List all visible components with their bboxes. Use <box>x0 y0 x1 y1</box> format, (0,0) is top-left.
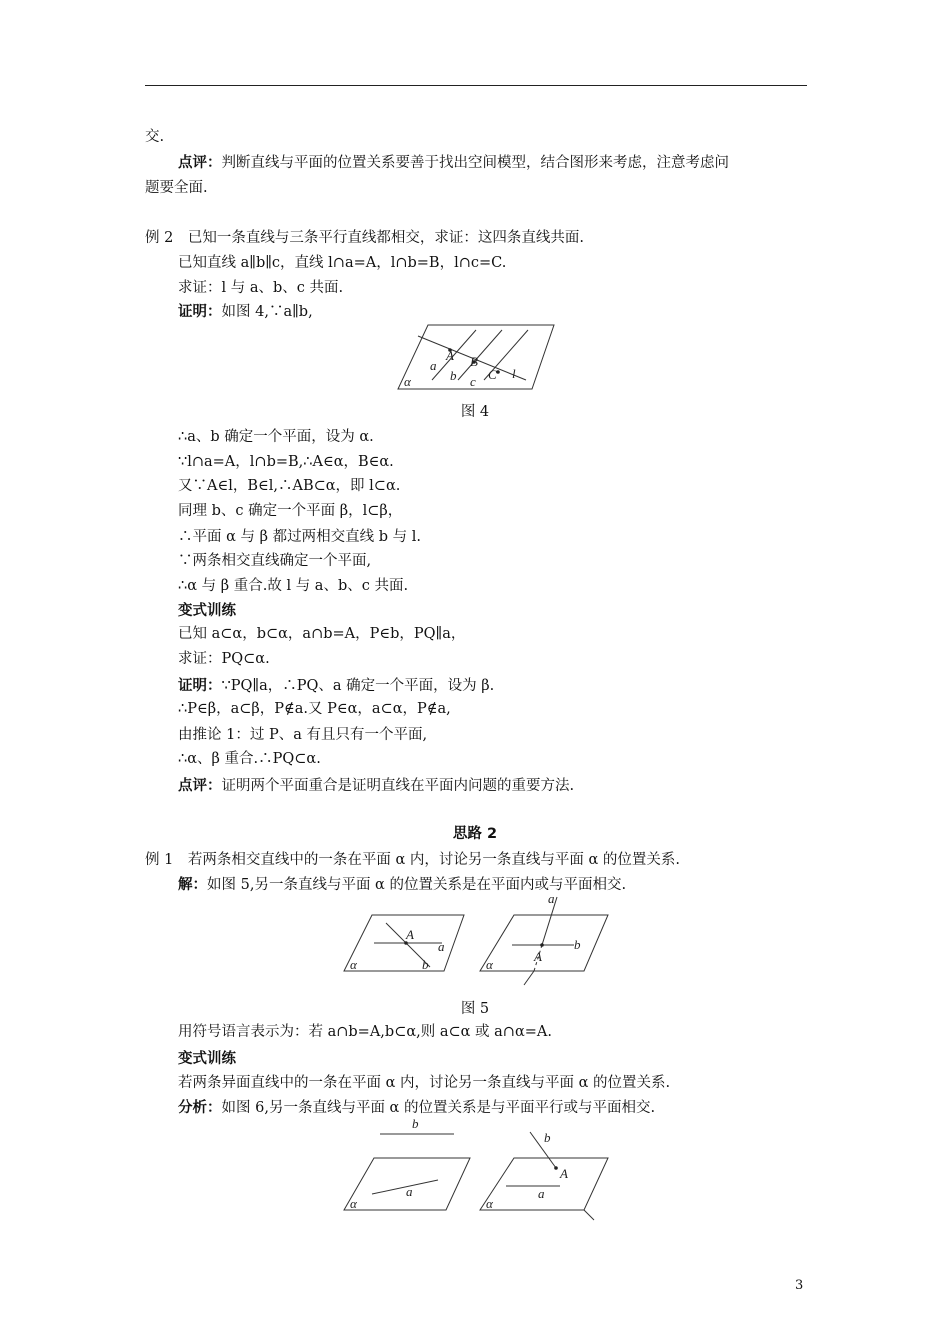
text-line: 若两条异面直线中的一条在平面 α 内，讨论另一条直线与平面 α 的位置关系. <box>178 1075 671 1091</box>
solution-text: 如图 5,另一条直线与平面 α 的位置关系是在平面内或与平面相交. <box>207 877 627 893</box>
header-rule <box>145 85 807 86</box>
proof-text: ∵PQ∥a，∴PQ、a 确定一个平面，设为 β. <box>221 678 495 694</box>
fig4-label-alpha: α <box>404 374 411 389</box>
fig4-label-B: B <box>470 354 478 369</box>
text-line <box>178 676 494 696</box>
fig5-label-b: b <box>422 957 429 972</box>
fig6-label-a: a <box>406 1184 413 1199</box>
example-heading: 例 2 已知一条直线与三条平行直线都相交，求证：这四条直线共面. <box>145 230 584 246</box>
text-line: ∴P∈β，a⊂β，P∉a.又 P∈α，a⊂α，P∉a, <box>178 701 451 717</box>
text-line: ∵两条相交直线确定一个平面, <box>178 553 372 569</box>
fig6-label-b: b <box>412 1116 419 1131</box>
comment-label: 点评： <box>178 778 222 794</box>
fig4-label-a: a <box>430 358 437 373</box>
text-line <box>178 1098 655 1118</box>
figure-5 <box>342 891 612 987</box>
fig5-label-a: a <box>438 939 445 954</box>
page-number: 3 <box>795 1278 804 1293</box>
comment-text: 证明两个平面重合是证明直线在平面内问题的重要方法. <box>221 778 575 794</box>
fig6-label-a-right: a <box>538 1186 545 1201</box>
text-line: 由推论 1：过 P、a 有且只有一个平面, <box>178 727 428 743</box>
comment-label: 点评： <box>178 155 222 171</box>
fig4-label-b: b <box>450 368 457 383</box>
text-line: ∴α、β 重合.∴PQ⊂α. <box>178 751 321 767</box>
solution-label: 解： <box>178 877 207 893</box>
text-line: 已知 a⊂α，b⊂α，a∩b=A，P∈b，PQ∥a， <box>178 626 466 642</box>
text-line <box>178 776 574 796</box>
text-line: ∴平面 α 与 β 都过两相交直线 b 与 l. <box>178 529 421 545</box>
fig4-label-C: C <box>488 367 497 382</box>
text-line: 同理 b、c 确定一个平面 β，l⊂β， <box>178 503 403 519</box>
text-line <box>178 302 313 322</box>
exercise-heading: 变式训练 <box>178 1051 236 1067</box>
example-heading: 例 1 若两条相交直线中的一条在平面 α 内，讨论另一条直线与平面 α 的位置关系. <box>145 852 680 868</box>
fig5-label-alpha: α <box>350 957 357 972</box>
proof-text: 如图 4,∵a∥b, <box>221 304 313 320</box>
figure-5-caption: 图 5 <box>460 1001 490 1017</box>
comment-text: 判断直线与平面的位置关系要善于找出空间模型，结合图形来考虑，注意考虑问 <box>221 155 729 171</box>
fig5-label-A: A <box>406 927 414 942</box>
figure-4-caption: 图 4 <box>460 404 490 420</box>
fig4-label-l: l <box>512 366 516 381</box>
text-line: 用符号语言表示为：若 a∩b=A,b⊂α,则 a⊂α 或 a∩α=A. <box>178 1024 552 1040</box>
fig5-label-alpha-right: α <box>486 957 493 972</box>
fig6-label-alpha: α <box>350 1196 357 1211</box>
fig5-label-A-right: A <box>534 949 542 964</box>
text-line: 已知直线 a∥b∥c，直线 l∩a=A，l∩b=B，l∩c=C. <box>178 255 507 271</box>
proof-label: 证明： <box>178 678 222 694</box>
fig6-label-A: A <box>560 1166 568 1181</box>
figure-4 <box>396 322 566 392</box>
text-line: ∴α 与 β 重合.故 l 与 a、b、c 共面. <box>178 578 409 594</box>
text-line: 交. <box>145 129 165 145</box>
fig4-label-A: A <box>446 348 454 363</box>
text-line: 又∵A∈l，B∈l,∴AB⊂α，即 l⊂α. <box>178 478 401 494</box>
section-heading: 思路 2 <box>452 826 498 842</box>
text-line: 题要全面. <box>145 180 208 196</box>
text-line: ∵l∩a=A，l∩b=B,∴A∈α，B∈α. <box>178 454 394 470</box>
text-line: ∴a、b 确定一个平面，设为 α. <box>178 429 374 445</box>
analysis-text: 如图 6,另一条直线与平面 α 的位置关系是与平面平行或与平面相交. <box>221 1100 656 1116</box>
text-line: 求证：PQ⊂α. <box>178 651 270 667</box>
fig4-label-c: c <box>470 374 476 389</box>
fig5-label-b-right: b <box>574 937 581 952</box>
figure-6 <box>342 1116 612 1216</box>
text-line <box>178 875 626 895</box>
fig6-label-alpha-right: α <box>486 1196 493 1211</box>
fig5-label-a-right: a <box>548 891 555 906</box>
proof-label: 证明： <box>178 304 222 320</box>
fig6-label-b-right: b <box>544 1130 551 1145</box>
analysis-label: 分析： <box>178 1100 222 1116</box>
text-line: 求证：l 与 a、b、c 共面. <box>178 280 344 296</box>
text-line <box>178 153 729 173</box>
exercise-heading: 变式训练 <box>178 603 236 619</box>
